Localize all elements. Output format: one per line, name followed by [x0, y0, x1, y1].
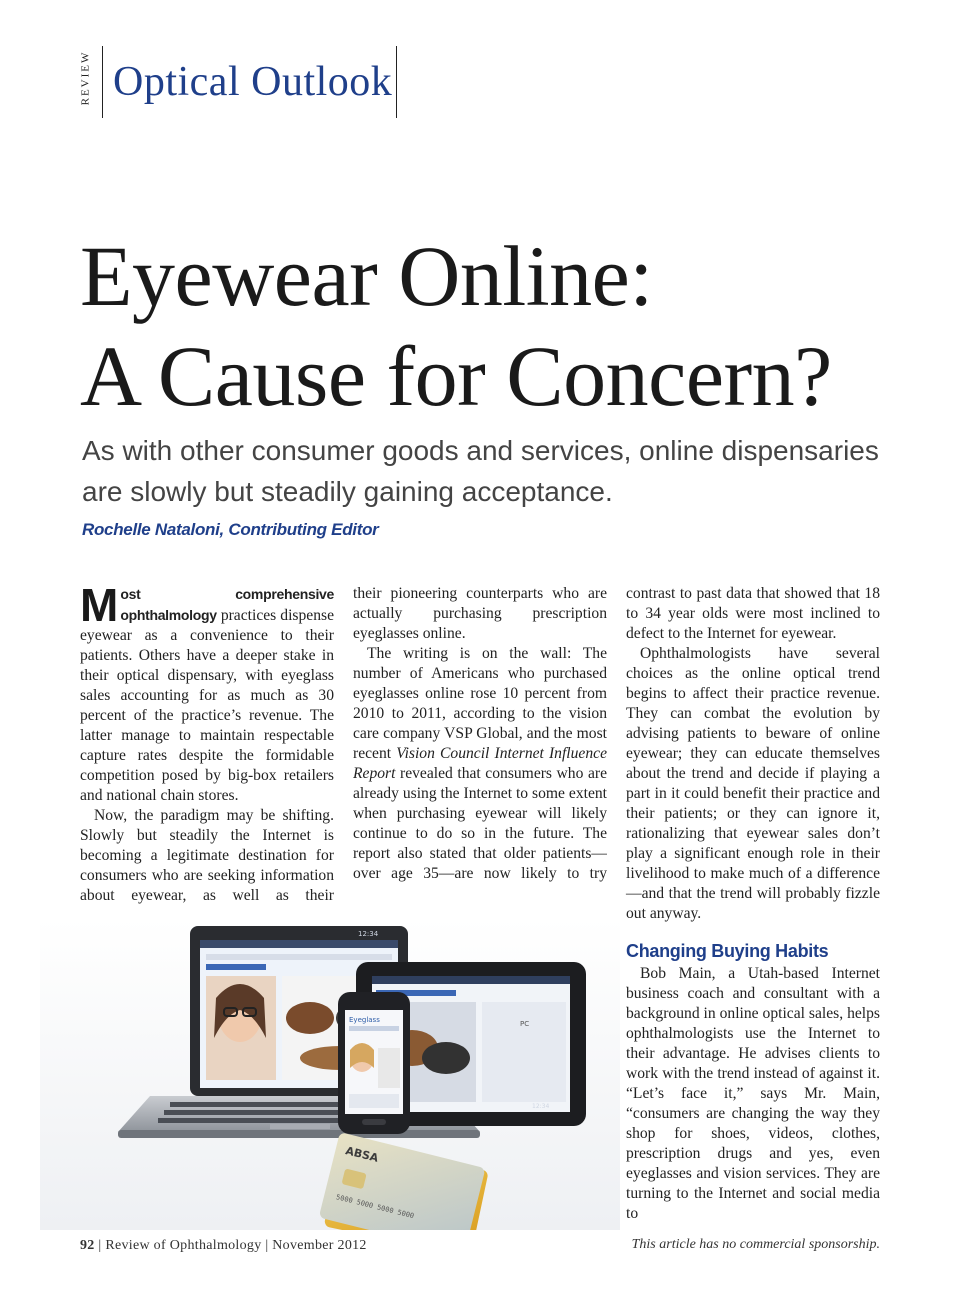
- body-column-1: [80, 579, 334, 908]
- card-bank: ABSA: [344, 1144, 380, 1165]
- subhead-changing-buying-habits: Changing Buying Habits: [626, 941, 829, 961]
- tablet-clock: 12:34: [532, 1103, 550, 1110]
- svg-text:PC: PC: [520, 1020, 530, 1028]
- section-title: Optical Outlook: [113, 59, 393, 105]
- body-column-2: [353, 584, 607, 884]
- page-footer: 92 | Review of Ophthalmology | November 2012: [80, 1238, 367, 1253]
- paragraph-3-text-b: revealed that consumers who are already using the Internet to some extent when purchasing eyewear will likely continue to do so in the future. The report also stated that older patients—over age 35—are now likely to try: [353, 765, 607, 882]
- laptop-clock: 12:34: [358, 930, 379, 938]
- smartphone: [338, 992, 410, 1134]
- paragraph-2-continued: their pioneering counterparts who are actually purchasing prescription eyeglasses online.: [353, 585, 607, 642]
- sponsorship-note: This article has no commercial sponsorship.: [631, 1237, 880, 1252]
- review-tag: [80, 46, 98, 118]
- review-tag-label: REVIEW: [79, 50, 92, 106]
- paragraph-3: [353, 644, 607, 884]
- article-headline: [80, 226, 900, 426]
- paragraph-3-continued: contrast to past data that showed that 18 to 34 year olds were most inclined to defect to the Internet for eyewear.: [626, 585, 880, 642]
- header-divider: [102, 46, 103, 118]
- section-header: [80, 46, 397, 118]
- paragraph-4: Ophthalmologists have several choices as the online optical trend begins to affect their practice revenue. They can combat the evolution by advising patients to beware of online eyewear; they can educate themselves about the trend and decide if playing a part in it could benefit their practice and their patients; or they can ignore it, rationalizing that eyewear sales don’t play a significant enough role in their livelihood to make much of a difference—and that the trend will probably fizzle out anyway.: [626, 645, 880, 922]
- paragraph-5: Bob Main, a Utah-based Internet business coach and consultant with a background in online optical sales, helps ophthalmologists use the Internet to their advantage. He advises clients to work with the trend instead of against it. “Let’s face it,” says Mr. Main, “consumers are changing the way they shop for shoes, videos, clothes, prescription drugs and yes, even eyeglasses and vision services. They are turning to the Internet and social media to: [626, 965, 880, 1222]
- article-deck: As with other consumer goods and services, online dispensaries are slowly but steadily gaining acceptance.: [82, 435, 879, 507]
- drop-cap: M: [80, 579, 119, 631]
- paragraph-3-text-a: The writing is on the wall: The number of Americans who purchased eyeglasses online rose 10 percent from 2010 to 2011, according to the vision care company VSP Global, and the most recent: [353, 645, 607, 762]
- journal-name: Review of Ophthalmology: [105, 1238, 262, 1253]
- report-title: Vision Council Internet Influence Report: [353, 745, 607, 782]
- paragraph-1: [80, 579, 334, 806]
- devices-illustration: [40, 918, 620, 1230]
- card-number: 5000 5000 5000 5000: [335, 1193, 415, 1221]
- body-column-3: [626, 584, 880, 924]
- header-divider-right: [396, 46, 397, 118]
- headline-line-2: A Cause for Concern?: [80, 328, 832, 424]
- lead-in: ost comprehensive ophthalmology: [120, 586, 334, 623]
- headline-line-1: Eyewear Online:: [80, 228, 653, 324]
- paragraph-2: [80, 806, 334, 908]
- phone-brand: Eyeglass: [349, 1016, 380, 1024]
- paragraph-2-text: Now, the paradigm may be shifting. Slowly but steadily the Internet is becoming a legitimate destination for consumers who are seeking information about eyewear, as well as their: [80, 807, 334, 904]
- paragraph-1-text: practices dispense eyewear as a convenience to their patients. Others have a deeper stake in their optical dispensary, with eyeglass sales accounting for as much as 30 percent of the practice’s revenue. The latter manage to maintain respectable capture rates despite the formidable competition posed by big-box retailers and national chain stores.: [80, 607, 334, 804]
- article-byline: Rochelle Nataloni, Contributing Editor: [82, 520, 379, 539]
- issue-date: November 2012: [272, 1238, 367, 1253]
- body-column-3-lower: [626, 964, 880, 1224]
- page-number: 92: [80, 1238, 95, 1253]
